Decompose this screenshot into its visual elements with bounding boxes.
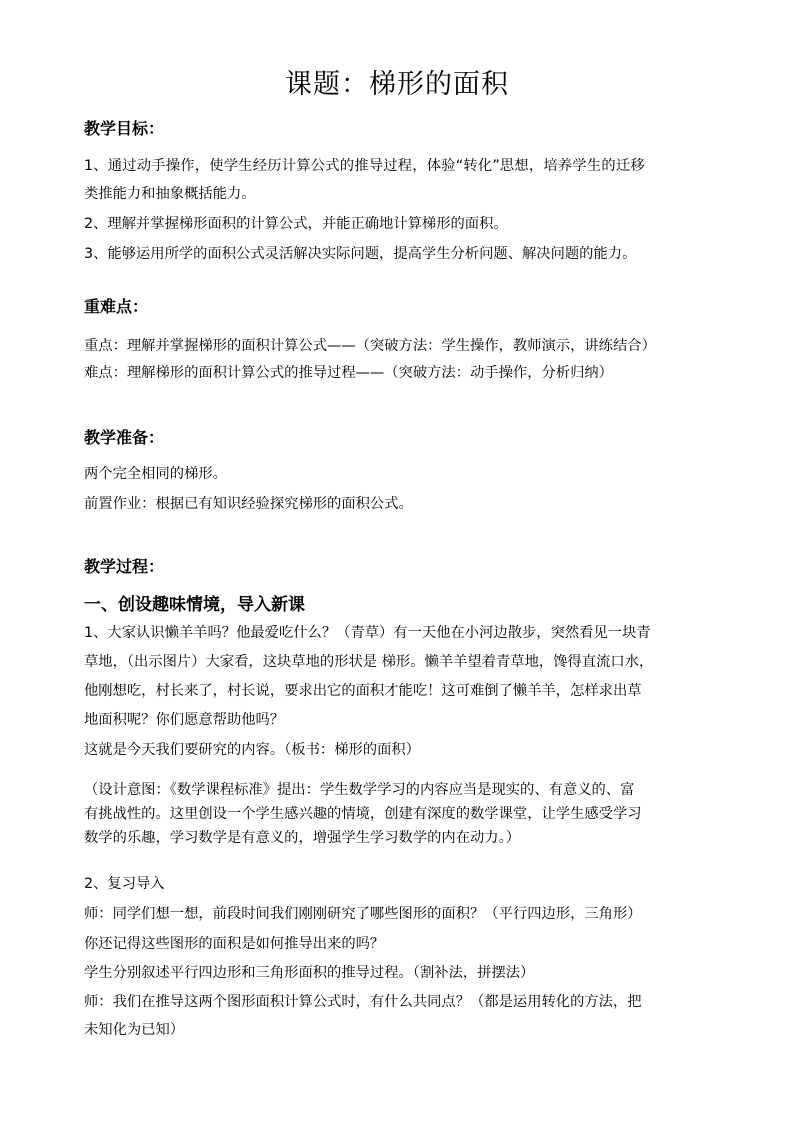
design-note-line: （设计意图：《数学课程标准》提出：学生数学学习的内容应当是现实的、有意义的、富 <box>84 782 635 798</box>
prep-line: 前置作业：根据已有知识经验探究梯形的面积公式。 <box>84 496 413 512</box>
paragraph-line: 你还记得这些图形的面积是如何推导出来的吗？ <box>84 936 385 952</box>
paragraph-line: 地面积呢？你们愿意帮助他吗？ <box>84 712 285 728</box>
process-heading: 教学过程： <box>84 557 165 576</box>
design-note-line: 数学的乐趣，学习数学是有意义的，增强学生学习数学的内在动力。） <box>84 830 521 846</box>
design-note-line: 有挑战性的。这里创设一个学生感兴趣的情境，创建有深度的数学课堂，让学生感受学习 <box>84 806 642 822</box>
document-title: 课题：梯形的面积 <box>285 69 509 100</box>
goals-line: 2、理解并掌握梯形面积的计算公式，并能正确地计算梯形的面积。 <box>84 216 508 232</box>
paragraph-line: 草地，（出示图片）大家看，这块草地的形状是 梯形。懒羊羊望着青草地，馋得直流口水， <box>84 654 654 670</box>
paragraph-line: 2、复习导入 <box>84 876 165 892</box>
paragraph-line: 他刚想吃，村长来了，村长说，要求出它的面积才能吃！这可难倒了懒羊羊，怎样求出草 <box>84 683 642 699</box>
goals-line: 类推能力和抽象概括能力。 <box>84 186 256 202</box>
keypoint-line: 重点：理解并掌握梯形的面积计算公式——（突破方法：学生操作，教师演示，讲练结合） <box>84 338 656 354</box>
prep-heading: 教学准备： <box>84 428 165 447</box>
keypoints-heading: 重难点： <box>84 297 149 316</box>
keypoint-line: 难点：理解梯形的面积计算公式的推导过程——（突破方法：动手操作，分析归纳） <box>84 365 613 381</box>
paragraph-line: 师：同学们想一想，前段时间我们刚刚研究了哪些图形的面积？（平行四边形，三角形） <box>84 906 642 922</box>
prep-line: 两个完全相同的梯形。 <box>84 466 227 482</box>
paragraph-line: 师：我们在推导这两个图形面积计算公式时，有什么共同点？（都是运用转化的方法，把 <box>84 994 642 1010</box>
paragraph-line: 学生分别叙述平行四边形和三角形面积的推导过程。（割补法，拼摆法） <box>84 965 535 981</box>
paragraph-line: 1、大家认识懒羊羊吗？他最爱吃什么？（青草）有一天他在小河边散步，突然看见一块青 <box>84 625 651 641</box>
goals-line: 1、通过动手操作，使学生经历计算公式的推导过程，体验“转化”思想，培养学生的迁移 <box>84 158 645 174</box>
goals-line: 3、能够运用所学的面积公式灵活解决实际问题，提高学生分析问题、解决问题的能力。 <box>84 246 637 262</box>
section-heading: 一、创设趣味情境，导入新课 <box>84 595 305 615</box>
paragraph-line: 这就是今天我们要研究的内容。（板书：梯形的面积） <box>84 742 420 758</box>
paragraph-line: 未知化为已知） <box>84 1022 185 1038</box>
goals-heading: 教学目标： <box>84 119 165 138</box>
